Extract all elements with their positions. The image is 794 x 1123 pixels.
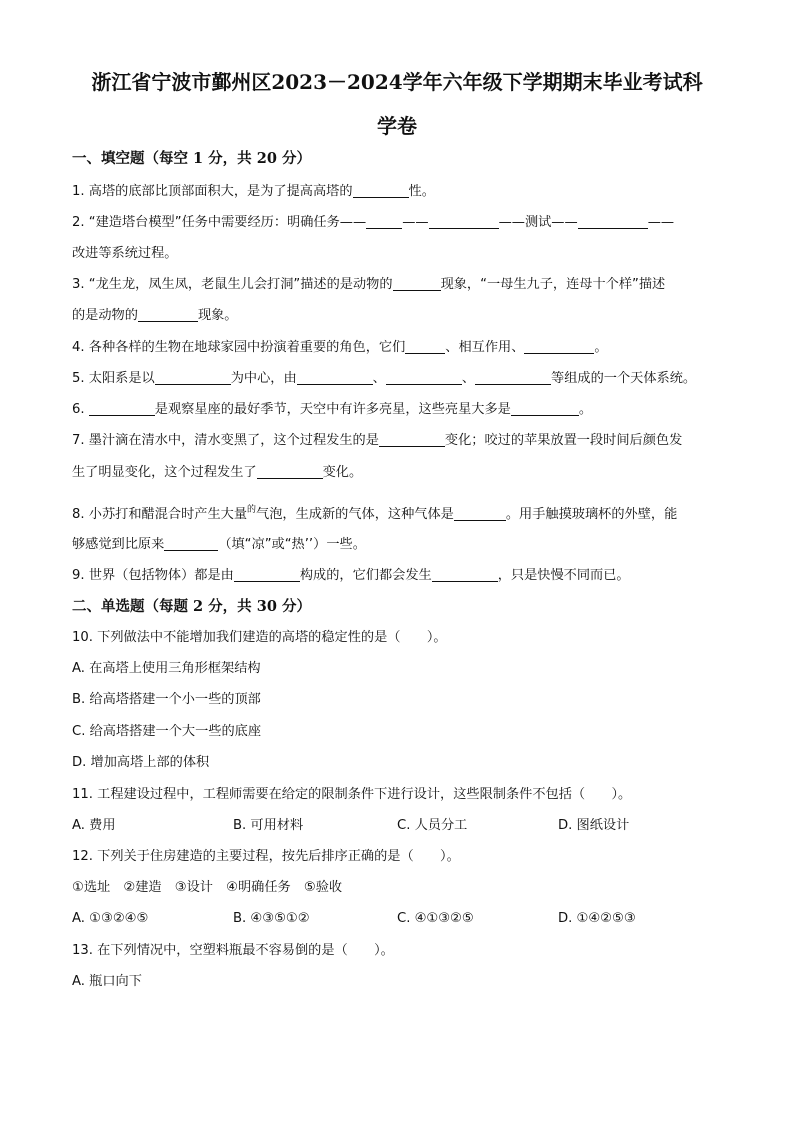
option-12-b[interactable]: B. ④③⑤①② xyxy=(233,911,310,926)
answer-blank[interactable] xyxy=(475,370,551,385)
answer-blank[interactable] xyxy=(405,339,445,354)
answer-blank[interactable] xyxy=(138,307,198,322)
answer-blank[interactable] xyxy=(164,536,218,551)
answer-blank[interactable] xyxy=(524,339,594,354)
answer-blank[interactable] xyxy=(234,567,300,582)
option-10-c[interactable]: C. 给高塔搭建一个大一些的底座 xyxy=(72,724,262,739)
answer-blank[interactable] xyxy=(386,370,462,385)
answer-blank[interactable] xyxy=(353,183,409,198)
option-10-b[interactable]: B. 给高塔搭建一个小一些的顶部 xyxy=(72,692,261,707)
answer-blank[interactable] xyxy=(379,432,445,447)
question-9: 9. 世界（包括物体）都是由 构成的，它们都会发生 ，只是快慢不同而已。 xyxy=(72,568,630,583)
option-12-a[interactable]: A. ①③②④⑤ xyxy=(72,911,149,926)
answer-blank[interactable] xyxy=(511,401,579,416)
answer-blank[interactable] xyxy=(89,401,155,416)
answer-blank[interactable] xyxy=(155,370,231,385)
question-7-continued: 生了明显变化，这个过程发生了 变化。 xyxy=(72,465,363,480)
question-12: 12. 下列关于住房建造的主要过程，按先后排序正确的是（ ）。 xyxy=(72,849,460,864)
question-11: 11. 工程建设过程中，工程师需要在给定的限制条件下进行设计，这些限制条件不包括（ ）。 xyxy=(72,787,632,802)
question-1: 1. 高塔的底部比顶部面积大，是为了提高高塔的 性。 xyxy=(72,184,435,199)
option-11-b[interactable]: B. 可用材料 xyxy=(233,818,304,833)
question-8-continued: 够感觉到比原来 （填“凉”或“热’’）一些。 xyxy=(72,537,366,552)
section-fill-in: 一、填空题（每空 1 分，共 20 分） xyxy=(72,150,311,167)
answer-blank[interactable] xyxy=(578,214,648,229)
option-12-d[interactable]: D. ①④②⑤③ xyxy=(558,911,636,926)
answer-blank[interactable] xyxy=(429,214,499,229)
answer-blank[interactable] xyxy=(432,567,498,582)
exam-title-line1: 浙江省宁波市鄞州区2023－2024学年六年级下学期期末毕业考试科 xyxy=(91,70,703,94)
question-3-continued: 的是动物的 现象。 xyxy=(72,308,238,323)
answer-blank[interactable] xyxy=(257,464,323,479)
question-6: 6. 是观察星座的最好季节，天空中有许多亮星，这些亮星大多是 。 xyxy=(72,402,593,417)
question-10: 10. 下列做法中不能增加我们建造的高塔的稳定性的是（ ）。 xyxy=(72,630,447,645)
question-3: 3. “龙生龙，凤生凤，老鼠生儿会打洞”描述的是动物的 现象，“一母生九子，连母十个样”描述 xyxy=(72,277,666,292)
option-12-c[interactable]: C. ④①③②⑤ xyxy=(397,911,474,926)
question-7: 7. 墨汁滴在清水中，清水变黑了，这个过程发生的是 变化；咬过的苹果放置一段时间后颜色发 xyxy=(72,433,683,448)
option-13-a[interactable]: A. 瓶口向下 xyxy=(72,974,142,989)
answer-blank[interactable] xyxy=(393,276,441,291)
answer-blank[interactable] xyxy=(297,370,373,385)
question-2-continued: 改进等系统过程。 xyxy=(72,246,178,261)
option-11-a[interactable]: A. 费用 xyxy=(72,818,116,833)
question-13: 13. 在下列情况中，空塑料瓶最不容易倒的是（ ）。 xyxy=(72,943,394,958)
option-10-a[interactable]: A. 在高塔上使用三角形框架结构 xyxy=(72,661,261,676)
option-10-d[interactable]: D. 增加高塔上部的体积 xyxy=(72,755,210,770)
question-2: 2. “建造塔台模型”任务中需要经历：明确任务—— —— ——测试—— —— xyxy=(72,215,675,230)
question-12-items: ①选址 ②建造 ③设计 ④明确任务 ⑤验收 xyxy=(72,880,343,895)
answer-blank[interactable] xyxy=(454,506,506,521)
stray-mark: 的 xyxy=(247,505,257,515)
answer-blank[interactable] xyxy=(366,214,402,229)
question-8: 8. 小苏打和醋混合时产生大量$^的$气泡，生成新的气体，这种气体是 。用手触摸玻璃杯的外壁，能 xyxy=(72,505,678,522)
option-11-c[interactable]: C. 人员分工 xyxy=(397,818,468,833)
question-5: 5. 太阳系是以 为中心，由 、 、 等组成的一个天体系统。 xyxy=(72,371,697,386)
option-11-d[interactable]: D. 图纸设计 xyxy=(558,818,630,833)
section-single-choice: 二、单选题（每题 2 分，共 30 分） xyxy=(72,598,311,615)
question-4: 4. 各种各样的生物在地球家园中扮演着重要的角色，它们 、相互作用、 。 xyxy=(72,340,608,355)
exam-title-line2: 学卷 xyxy=(377,114,417,138)
